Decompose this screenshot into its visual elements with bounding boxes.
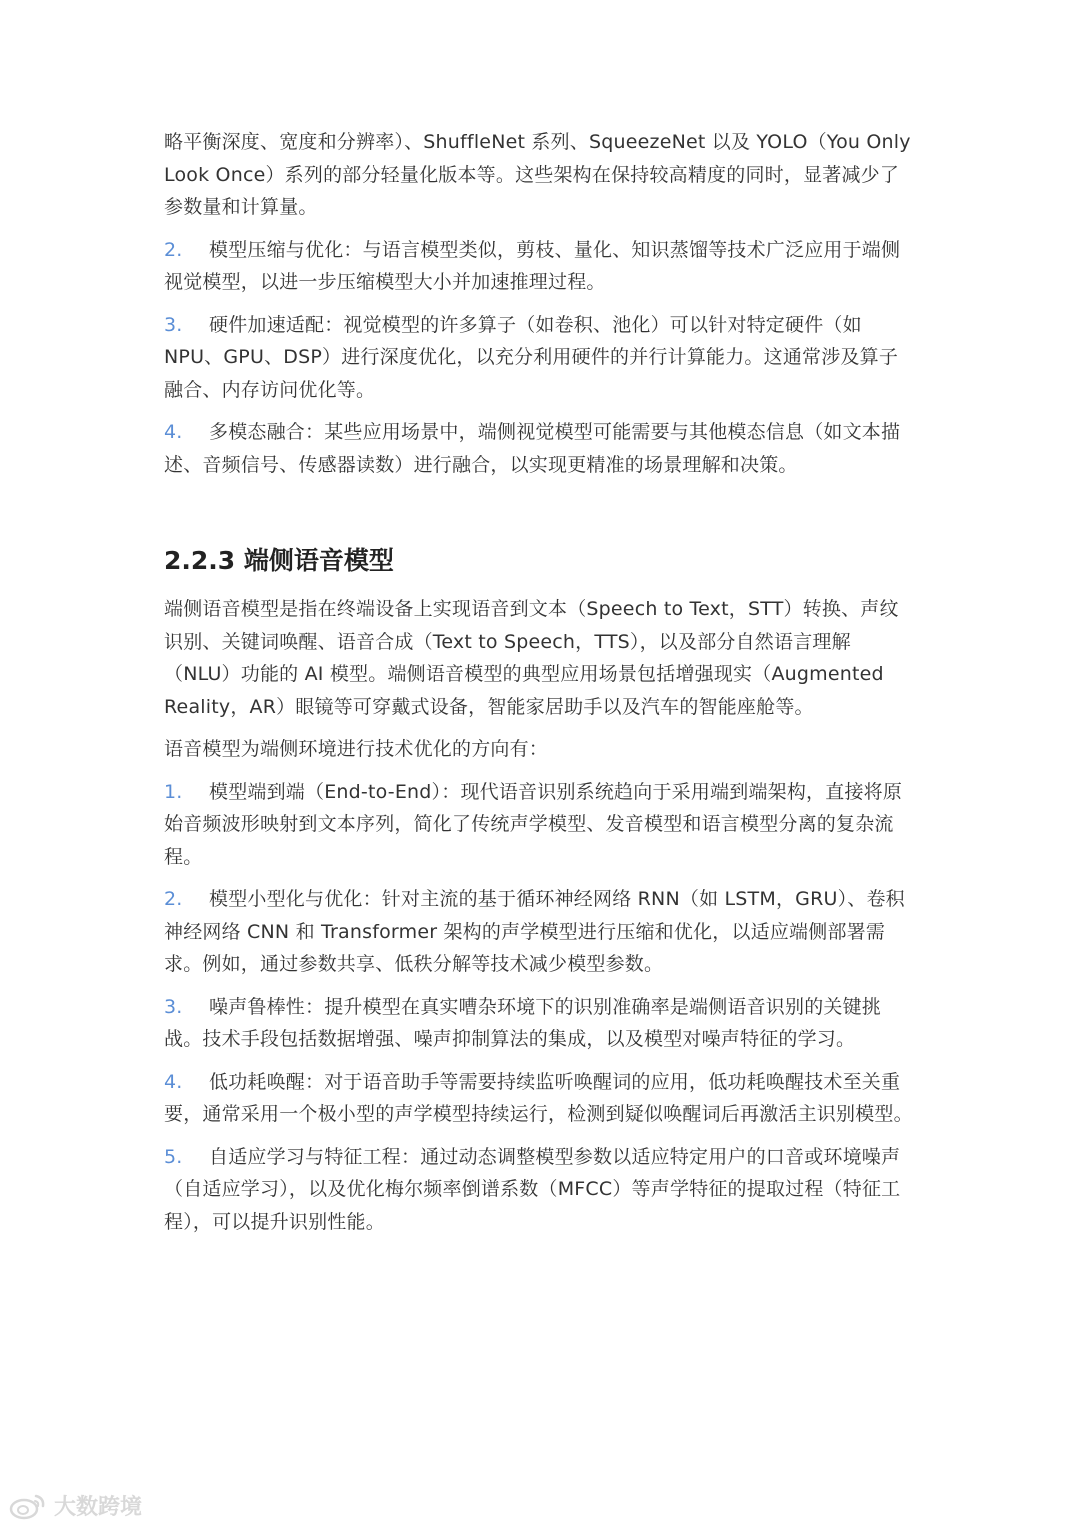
document-page xyxy=(164,126,916,1248)
list-text: 自适应学习与特征工程：通过动态调整模型参数以适应特定用户的口音或环境噪声（自适应学习），以及优化梅尔频率倒谱系数（MFCC）等声学特征的提取过程（特征工程），可以提升识别性能。 xyxy=(164,1145,901,1233)
list-item xyxy=(164,991,916,1056)
list-item xyxy=(164,416,916,481)
list-number: 5. xyxy=(164,1145,183,1168)
list-item xyxy=(164,776,916,874)
list-item xyxy=(164,1066,916,1131)
list-text: 噪声鲁棒性：提升模型在真实嘈杂环境下的识别准确率是端侧语音识别的关键挑战。技术手段包括数据增强、噪声抑制算法的集成，以及模型对噪声特征的学习。 xyxy=(164,995,882,1050)
list-number: 3. xyxy=(164,995,183,1018)
list-number: 1. xyxy=(164,780,183,803)
section-paragraph: 语音模型为端侧环境进行技术优化的方向有： xyxy=(164,738,549,760)
weibo-logo-icon xyxy=(8,1492,48,1520)
list-text: 低功耗唤醒：对于语音助手等需要持续监听唤醒词的应用，低功耗唤醒技术至关重要，通常采用一个极小型的声学模型持续运行，检测到疑似唤醒词后再激活主识别模型。 xyxy=(164,1070,913,1125)
list-item xyxy=(164,883,916,981)
list-text: 多模态融合：某些应用场景中，端侧视觉模型可能需要与其他模态信息（如文本描述、音频信号、传感器读数）进行融合，以实现更精准的场景理解和决策。 xyxy=(164,421,901,476)
list-text: 模型小型化与优化：针对主流的基于循环神经网络 RNN（如 LSTM，GRU）、卷积神经网络 CNN 和 Transformer 架构的声学模型进行压缩和优化，以适应端侧部署需求。例如，通过参数共享、低秩分解等技术减少模型参数。 xyxy=(164,888,905,975)
intro-paragraph: 略平衡深度、宽度和分辨率）、ShuffleNet 系列、SqueezeNet 以及 YOLO（You Only Look Once）系列的部分轻量化版本等。这些架构在保持较高精度的同时，显著减少了参数量和计算量。 xyxy=(164,131,911,218)
list-number: 2. xyxy=(164,888,183,910)
watermark xyxy=(8,1490,142,1521)
section-paragraph: 端侧语音模型是指在终端设备上实现语音到文本（Speech to Text，STT）转换、声纹识别、关键词唤醒、语音合成（Text to Speech，TTS），以及部分自然语言理解（NLU）功能的 AI 模型。端侧语音模型的典型应用场景包括增强现实（Augmented Reality，AR）眼镜等可穿戴式设备，智能家居助手以及汽车的智能座舱等。 xyxy=(164,598,899,718)
list-item xyxy=(164,234,916,299)
list-text: 硬件加速适配：视觉模型的许多算子（如卷积、池化）可以针对特定硬件（如NPU、GPU、DSP）进行深度优化，以充分利用硬件的并行计算能力。这通常涉及算子融合、内存访问优化等。 xyxy=(164,313,899,401)
list-number: 3. xyxy=(164,313,183,336)
list-number: 4. xyxy=(164,421,183,443)
list-number: 2. xyxy=(164,238,183,261)
list-text: 模型端到端（End-to-End）：现代语音识别系统趋向于采用端到端架构，直接将原始音频波形映射到文本序列，简化了传统声学模型、发音模型和语言模型分离的复杂流程。 xyxy=(164,780,903,868)
list-item xyxy=(164,1141,916,1239)
section-heading: 2.2.3 端侧语音模型 xyxy=(164,546,394,575)
list-text: 模型压缩与优化：与语言模型类似，剪枝、量化、知识蒸馏等技术广泛应用于端侧视觉模型，以进一步压缩模型大小并加速推理过程。 xyxy=(164,238,901,293)
watermark-text: 大数跨境 xyxy=(54,1495,143,1520)
list-item xyxy=(164,309,916,407)
list-number: 4. xyxy=(164,1070,183,1093)
